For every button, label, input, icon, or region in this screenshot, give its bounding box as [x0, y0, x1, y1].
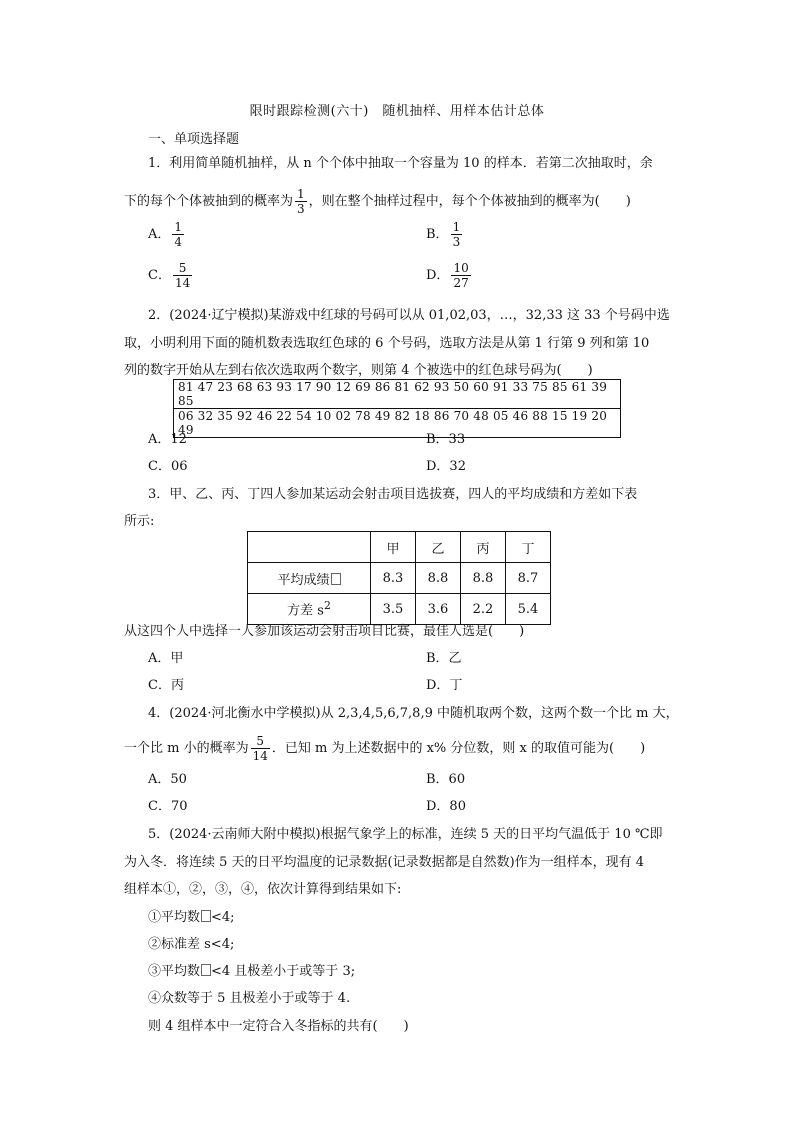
q1-option-a	[148, 220, 186, 249]
item-text: <4;	[211, 910, 235, 925]
q2-line2: 取，小明利用下面的随机数表选取红色球的 6 个号码，选取方法是从第 1 行第 9 列和第 10	[124, 336, 650, 351]
q1-option-a-frac	[172, 220, 184, 249]
q5-item-3	[148, 960, 355, 979]
q2-option-a: A．12	[148, 432, 187, 447]
q4-option-b: B．60	[426, 772, 466, 787]
missing-glyph-icon	[331, 573, 341, 585]
q4-option-d: D．80	[426, 799, 466, 814]
q1-frac-num: 1	[297, 187, 305, 201]
table-cell: 3.6	[416, 594, 461, 625]
item-text: <4 且极差小于或等于 3;	[211, 964, 356, 979]
frac-den: 3	[452, 235, 461, 249]
table-header-cell: 甲	[371, 532, 416, 563]
frac-num: 5	[173, 261, 192, 276]
q2-option-b: B．33	[426, 432, 466, 447]
q1-line2	[124, 187, 631, 216]
q3-option-a: A．甲	[148, 651, 184, 666]
q1-line2-pre: 下的每个个体被抽到的概率为	[124, 194, 294, 209]
random-number-table	[173, 379, 621, 438]
table-header-row	[248, 532, 551, 563]
frac-den: 4	[174, 235, 183, 249]
q3-line2: 所示:	[124, 514, 155, 529]
missing-glyph-icon	[201, 910, 211, 922]
frac-num: 10	[453, 261, 469, 275]
frac-num: 1	[452, 220, 461, 234]
q2-option-c: C．06	[148, 459, 188, 474]
q3-option-b: B．乙	[426, 651, 462, 666]
table-cell: 5.4	[506, 594, 551, 625]
table-row	[174, 380, 621, 409]
q1-line2-post: ，则在整个抽样过程中，每个个体被抽到的概率为( )	[308, 194, 631, 209]
q4-frac-den: 14	[252, 749, 268, 763]
row-label-average	[248, 563, 371, 594]
table-row	[248, 563, 551, 594]
table-cell: 8.7	[506, 563, 551, 594]
table-cell: 06 32 35 92 46 22 54 10 02 78 49 82 18 86 70 48 05 46 88 15 19 20 49	[174, 409, 621, 438]
q1-frac-den: 3	[297, 202, 305, 216]
q3-question: 从这四个人中选择一人参加该运动会射击项目比赛，最佳人选是( )	[124, 624, 525, 639]
q2-option-d: D．32	[426, 459, 466, 474]
q1-fraction	[295, 187, 307, 216]
q5-question: 则 4 组样本中一定符合入冬指标的共有( )	[148, 1019, 409, 1034]
q1-option-b-label: B．	[426, 227, 449, 242]
item-text: ②标准差 s<4;	[148, 937, 235, 952]
table-cell: 3.5	[371, 594, 416, 625]
score-table	[247, 531, 551, 625]
q1-option-c-label: C．	[148, 268, 171, 283]
table-header-cell: 丙	[461, 532, 506, 563]
q4-line1: 4．(2024·河北衡水中学模拟)从 2,3,4,5,6,7,8,9 中随机取两个数，这两个数一个比 m 大，	[148, 706, 679, 721]
q4-line2-post: ．已知 m 为上述数据中的 x% 分位数，则 x 的取值可能为( )	[271, 741, 646, 756]
table-cell: 8.8	[416, 563, 461, 594]
table-header-cell: 乙	[416, 532, 461, 563]
q2-line1: 2．(2024·辽宁模拟)某游戏中红球的号码可以从 01,02,03，…，32,33 这 33 个号码中选	[148, 308, 670, 323]
q2-line3: 列的数字开始从左到右依次选取两个数字，则第 4 个被选中的红色球号码为( )	[124, 363, 593, 378]
q3-option-d: D．丁	[426, 678, 463, 693]
item-text: ①平均数	[148, 910, 201, 925]
item-text: ③平均数	[148, 964, 201, 979]
q4-fraction	[251, 734, 270, 763]
q1-option-d	[426, 261, 473, 290]
q1-option-d-frac	[451, 261, 470, 290]
q5-item-1	[148, 906, 235, 925]
row-label-text: 平均成绩	[277, 572, 330, 588]
q5-item-2	[148, 933, 234, 952]
frac-num: 1	[174, 220, 183, 234]
table-cell: 8.3	[371, 563, 416, 594]
q4-option-a: A．50	[148, 772, 187, 787]
item-text: ④众数等于 5 且极差小于或等于 4.	[148, 991, 351, 1006]
q5-line1: 5．(2024·云南师大附中模拟)根据气象学上的标准，连续 5 天的日平均气温低于 10 ℃即	[148, 827, 663, 842]
frac-den: 27	[453, 276, 469, 290]
q1-option-b-frac	[451, 220, 463, 249]
q1-line1: 1．利用简单随机抽样，从 n 个个体中抽取一个容量为 10 的样本．若第二次抽取时，余	[148, 156, 653, 171]
q1-option-a-label: A．	[148, 227, 171, 242]
q5-line3: 组样本①，②，③，④，依次计算得到结果如下:	[124, 882, 402, 897]
q1-option-b	[426, 220, 464, 249]
superscript: 2	[323, 599, 331, 613]
q4-line2-pre: 一个比 m 小的概率为	[124, 741, 249, 756]
table-cell: 2.2	[461, 594, 506, 625]
q5-line2: 为入冬．将连续 5 天的日平均温度的记录数据(记录数据都是自然数)作为一组样本，现有 4	[124, 855, 645, 870]
q5-item-4	[148, 987, 350, 1006]
q4-frac-num: 5	[251, 734, 270, 749]
missing-glyph-icon	[201, 964, 211, 976]
frac-den: 14	[174, 276, 191, 290]
q1-option-d-label: D．	[426, 268, 450, 283]
row-label-text: 方差 s	[287, 603, 324, 619]
table-header-cell	[248, 532, 371, 563]
section-heading: 一、单项选择题	[148, 132, 240, 147]
q4-line2	[124, 734, 645, 763]
q1-option-c-frac	[173, 261, 192, 290]
table-header-cell: 丁	[506, 532, 551, 563]
q4-option-c: C．70	[148, 799, 188, 814]
page-title: 限时跟踪检测(六十) 随机抽样、用样本估计总体	[249, 104, 545, 119]
q1-option-c	[148, 261, 194, 290]
q3-option-c: C．丙	[148, 678, 184, 693]
table-cell: 8.8	[461, 563, 506, 594]
q3-line1: 3．甲、乙、丙、丁四人参加某运动会射击项目选拔赛，四人的平均成绩和方差如下表	[148, 487, 638, 502]
table-cell: 81 47 23 68 63 93 17 90 12 69 86 81 62 93 50 60 91 33 75 85 61 39 85	[174, 380, 621, 409]
table-row	[174, 409, 621, 438]
